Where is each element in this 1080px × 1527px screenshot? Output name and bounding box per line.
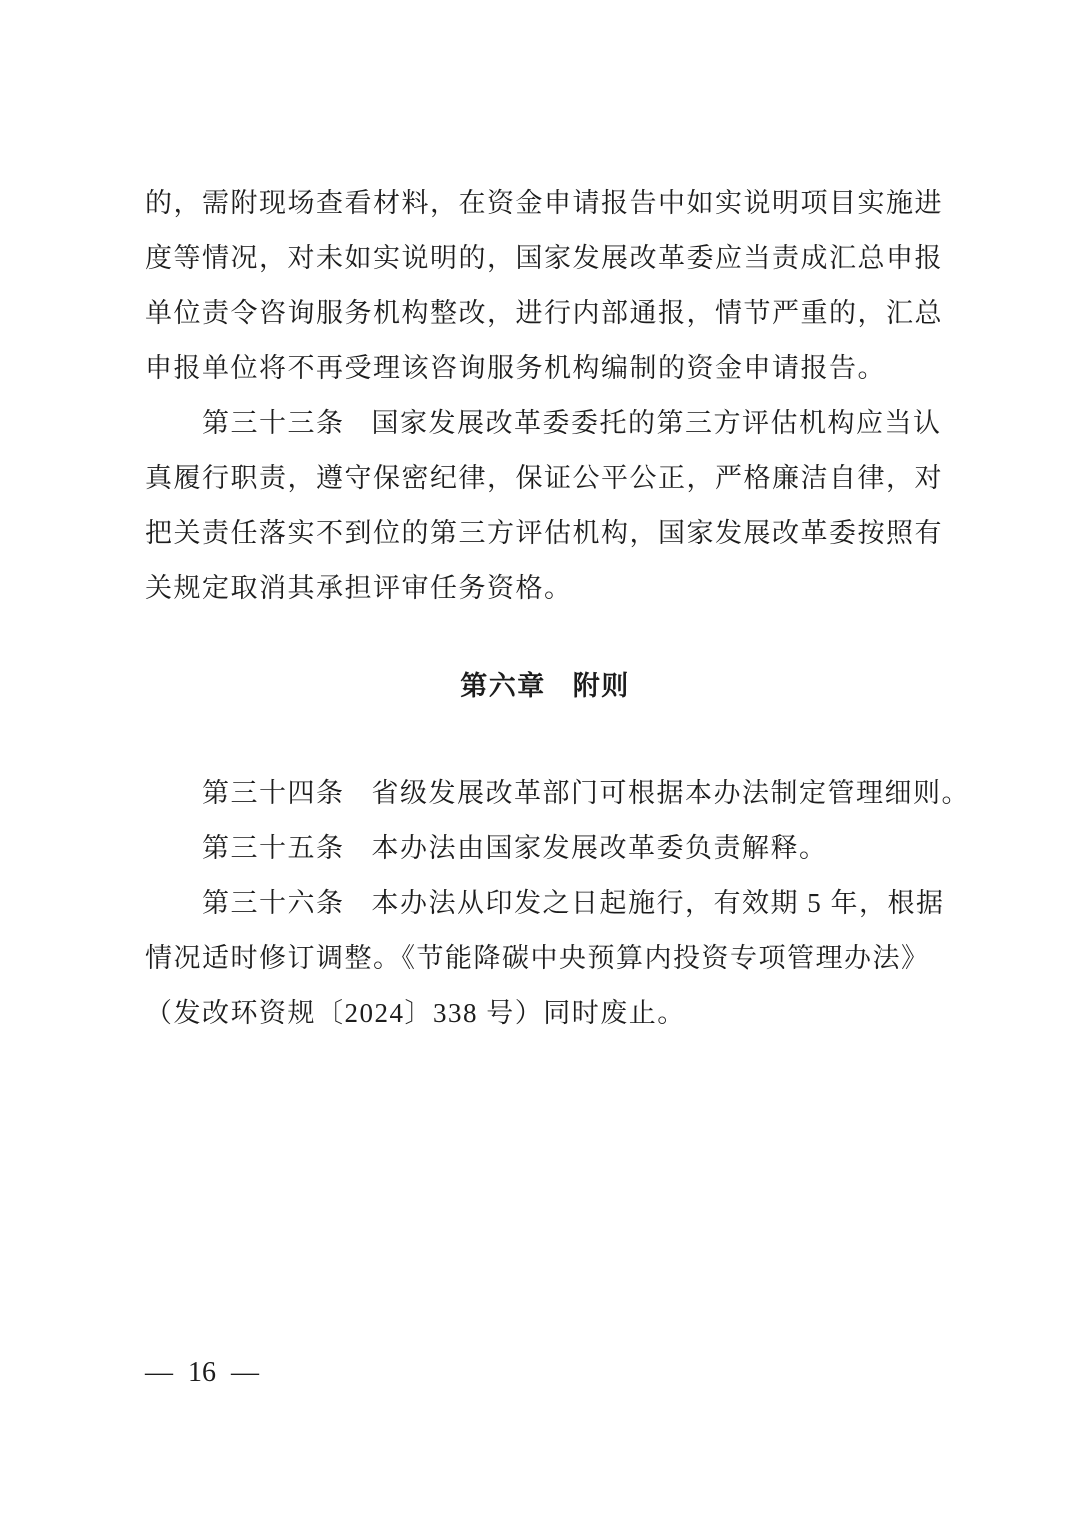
article-33-first-line: [145, 396, 945, 451]
article-34-text: 省级发展改革部门可根据本办法制定管理细则。: [371, 778, 970, 808]
footer-left-dash: —: [145, 1357, 173, 1388]
chapter-title: 附则: [572, 671, 630, 701]
paragraph-line: 情况适时修订调整。《节能降碳中央预算内投资专项管理办法》: [145, 943, 930, 973]
paragraph-line: 把关责任落实不到位的第三方评估机构，国家发展改革委按照有: [145, 518, 943, 548]
footer-right-dash: —: [231, 1357, 259, 1388]
article-35-text: 本办法由国家发展改革委负责解释。: [371, 833, 828, 863]
article-34-label: 第三十四条: [202, 778, 345, 808]
article-34-line: [145, 766, 970, 821]
article-35-label: 第三十五条: [202, 833, 345, 863]
paragraph-line: 申报单位将不再受理该咨询服务机构编制的资金申请报告。: [145, 353, 886, 383]
paragraph-line: 真履行职责，遵守保密纪律，保证公平公正，严格廉洁自律，对: [145, 463, 943, 493]
article-36-first-line: [145, 876, 945, 931]
lower-text-block: [145, 766, 970, 1041]
paragraph-line: 的，需附现场查看材料，在资金申请报告中如实说明项目实施进: [145, 188, 943, 218]
page-footer: [145, 1352, 259, 1394]
article-33-label: 第三十三条: [202, 408, 345, 438]
page-number: 16: [188, 1357, 216, 1388]
chapter-number: 第六章: [460, 671, 546, 701]
article-33-text: 国家发展改革委委托的第三方评估机构应当认: [371, 408, 942, 438]
paragraph-line: （发改环资规〔2024〕338 号）同时废止。: [145, 998, 686, 1028]
paragraph-line: 关规定取消其承担评审任务资格。: [145, 573, 573, 603]
paragraph-line: 度等情况，对未如实说明的，国家发展改革委应当责成汇总申报: [145, 243, 943, 273]
article-36-text: 本办法从印发之日起施行，有效期 5 年，根据: [371, 888, 945, 918]
chapter-heading: [145, 659, 945, 714]
paragraph-line: 单位责令咨询服务机构整改，进行内部通报，情节严重的，汇总: [145, 298, 943, 328]
article-35-line: [145, 821, 945, 876]
article-36-label: 第三十六条: [202, 888, 345, 918]
upper-text-block: [145, 176, 945, 616]
